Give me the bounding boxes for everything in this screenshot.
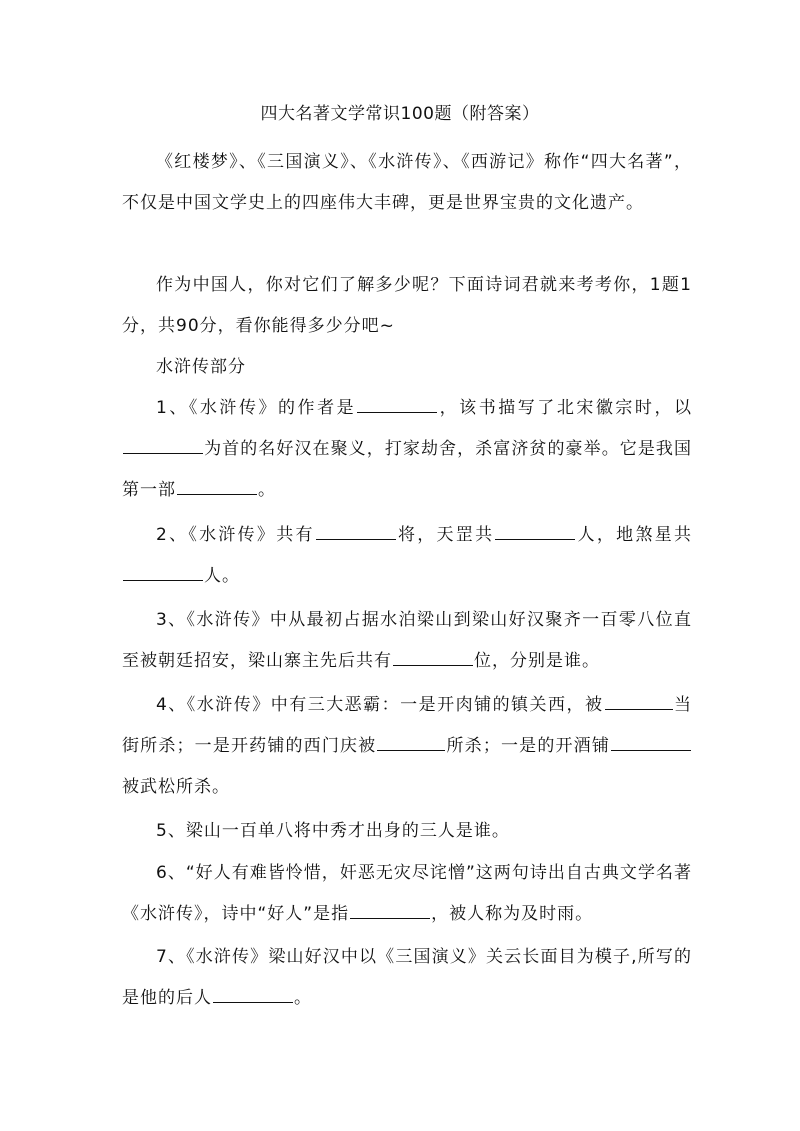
question-text: 6、“好人有难皆怜惜，奸恶无灾尽诧憎”这两句诗出自古典文学名著《水浒传》，诗中“好人”是指 [122,863,692,924]
question-3 [122,600,692,682]
question-text: ，该书描写了北宋徽宗时，以 [438,398,692,418]
question-1 [122,388,692,511]
question-text: 3、《水浒传》中从最初占据水泊梁山到梁山好汉聚齐一百零八位直至被朝廷招安，梁山寨主先后共有 [122,610,692,671]
question-5: 5、梁山一百单八将中秀才出身的三人是谁。 [156,821,510,841]
question-text: 4、《水浒传》中有三大恶霸：一是开肉铺的镇关西，被 [156,695,604,715]
question-text: 将，天罡共 [396,525,495,545]
question-text: 。 [294,988,312,1008]
question-text: 位，分别是谁。 [474,651,600,671]
question-text: 2、《水浒传》共有 [156,525,315,545]
question-text: 当街所杀；一是开药铺的西门庆被 [122,695,692,756]
question-text: 所杀；一是的开酒铺 [446,736,611,756]
answer-blank [123,562,203,581]
question-text: 7、《水浒传》梁山好汉中以《三国演义》关云长面目为模子,所写的是他的后人 [122,947,692,1008]
answer-blank [393,647,473,666]
question-text: 人。 [204,566,240,586]
question-text: 为首的名好汉在聚义，打家劫舍，杀富济贫的豪举。它是我国第一部 [122,439,692,500]
question-text: 被武松所杀。 [122,777,230,797]
intro-paragraph-2: 作为中国人，你对它们了解多少呢？下面诗词君就来考考你，1题1分，共90分，看你能得多少分吧~ [122,275,692,336]
question-text: ，被人称为及时雨。 [431,904,594,924]
question-7 [122,937,692,1019]
answer-blank [377,732,445,751]
question-4 [122,685,692,808]
question-2 [122,515,692,597]
answer-blank [177,476,257,495]
document-title: 四大名著文学常识100题（附答案） [260,104,540,124]
question-text: 。 [258,480,276,500]
answer-blank [495,521,575,540]
question-6 [122,853,692,935]
answer-blank [213,984,293,1003]
answer-blank [605,691,673,710]
question-text: 1、《水浒传》的作者是 [156,398,357,418]
answer-blank [357,394,437,413]
intro-paragraph-1: 《红楼梦》、《三国演义》、《水浒传》、《西游记》称作“四大名著”，不仅是中国文学史上的四座伟大丰碑，更是世界宝贵的文化遗产。 [122,152,692,213]
question-text: 人，地煞星共 [576,525,692,545]
answer-blank [123,435,203,454]
answer-blank [350,900,430,919]
answer-blank [611,732,691,751]
section-heading: 水浒传部分 [156,357,246,377]
answer-blank [316,521,396,540]
